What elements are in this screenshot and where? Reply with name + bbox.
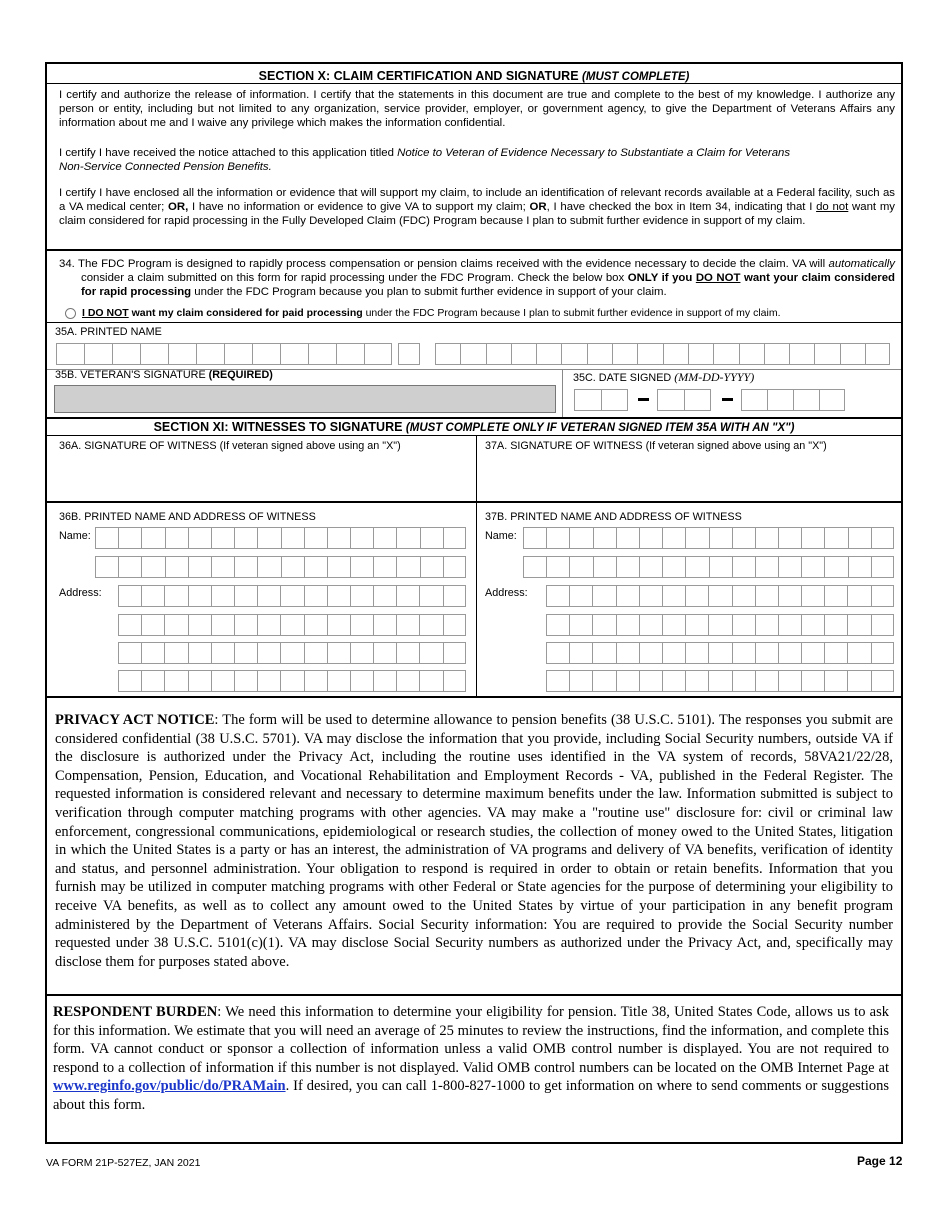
witness-1-name-boxes[interactable] [95,527,466,549]
veteran-signature-field[interactable] [54,385,556,413]
witness-2-name-boxes[interactable] [523,527,894,549]
witness-2-signature-label: 37A. SIGNATURE OF WITNESS (If veteran signed above using an "X") [485,440,827,452]
respondent-burden: RESPONDENT BURDEN: We need this information to determine your eligibility for pension. Title 38, United States Code, allows us to ask for this information. We estimate that you will need an average of 25 minutes to review the instructions, find the information, and complete this form. VA cannot conduct or sponsor a collection of information unless a valid OMB control number is displayed. You are not required to respond to a collection of information if this number is not displayed. Valid OMB control numbers can be located on the OMB Internet Page at www.reginfo.gov/public/do/PRAMain. If desired, you can call 1-800-827-1000 to get information on where to send comments or suggestions about this form. [53,1004,889,1113]
printed-name-boxes-mi[interactable] [398,343,420,365]
form-id: VA FORM 21P-527EZ, JAN 2021 [46,1157,201,1169]
divider [47,322,901,323]
certification-paragraph-1: I certify and authorize the release of information. I certify that the statements in this document are true and complete to the best of my knowledge. I authorize any person or entity, including but not limited to any organization, service provider, employer, or government agency, to give the Department of Veterans Affairs any information about me and I waive any privilege which makes the information confidential. [59,89,895,129]
divider [47,501,901,503]
witness-2-name-label: Name: [485,530,517,542]
witness-2-address-boxes[interactable] [546,642,894,664]
divider [476,435,477,697]
witness-2-address-boxes[interactable] [546,585,894,607]
page-number: Page 12 [857,1154,903,1168]
veteran-signature-label: 35B. VETERAN'S SIGNATURE (REQUIRED) [55,369,273,381]
certification-paragraph-3: I certify I have enclosed all the information or evidence that will support my claim, to include an identification of relevant records available at a Federal facility, such as a VA medical center; OR, I have no information or evidence to give VA to support my claim; OR, I have checked the box in Item 34, indicating that I do not want my claim considered for rapid processing in the Fully Developed Claim (FDC) Program because I plan to submit further evidence in support of my claim. [59,187,895,227]
divider [47,696,901,698]
fdc-opt-out-label: I DO NOT want my claim considered for paid processing under the FDC Program because I plan to submit further evidence in support of my claim. [82,307,781,319]
witness-1-name-address-label: 36B. PRINTED NAME AND ADDRESS OF WITNESS [59,511,316,523]
section-x-title: SECTION X: CLAIM CERTIFICATION AND SIGNATURE (MUST COMPLETE) [258,69,690,83]
witness-1-address-label: Address: [59,587,102,599]
divider [47,435,901,436]
date-dash [722,398,733,401]
date-dash [638,398,649,401]
fdc-opt-out-radio[interactable] [65,308,76,319]
item-34-text: 34. The FDC Program is designed to rapidly process compensation or pension claims received with the evidence necessary to decide the claim. VA will automatically consider a claim submitted on this form for rapid processing under the FDC Program. Check the below box ONLY if you DO NOT want your claim considered for rapid processing under the FDC Program because you plan to submit further evidence in support of your claim. [59,258,896,298]
privacy-act-notice: PRIVACY ACT NOTICE: The form will be used to determine allowance to pension benefits (38 U.S.C. 5101). The responses you submit are considered confidential (38 U.S.C. 5701). VA may disclose the information that you provide, including Social Security numbers, outside VA if the disclosure is authorized under the Privacy Act, including the routine uses identified in the VA system of records, 58VA21/22/28, Compensation, Pension, Education, and Vocational Rehabilitation and Employment Records - VA, published in the Federal Register. The requested information is considered relevant and necessary to determine maximum benefits under the law. Information submitted is subject to verification through computer matching programs with other agencies. VA may make a "routine use" disclosure for: civil or criminal law enforcement, congressional communications, epidemiological or research studies, the collection of money owed to the United States, litigation in which the United States is a party or has an interest, the administration of VA programs and delivery of VA benefits, verification of identity and status, and personnel administration. Your obligation to respond is required in order to obtain or retain benefits. Information that you furnish may be utilized in computer matching programs with other Federal or State agencies for the purpose of determining your eligibility to receive VA benefits, as well as to collect any amount owed to the United States by virtue of your participation in any benefit program administered by the Department of Veterans Affairs. Social Security information: You are required to provide the Social Security number requested under 38 U.S.C. 5101(c)(1). VA may disclose Social Security numbers as authorized under the Privacy Act, and, specifically may disclose them for purposes stated above. [55,712,893,970]
divider [47,249,901,251]
printed-name-boxes-last[interactable] [435,343,890,365]
witness-1-signature-label: 36A. SIGNATURE OF WITNESS (If veteran signed above using an "X") [59,440,401,452]
witness-2-address-boxes[interactable] [546,670,894,692]
divider [47,83,901,84]
date-day-boxes[interactable] [657,389,711,411]
witness-1-name-boxes[interactable] [95,556,466,578]
date-signed-label: 35C. DATE SIGNED (MM-DD-YYYY) [573,370,755,384]
witness-2-name-boxes[interactable] [523,556,894,578]
form-page [45,62,903,1144]
witness-1-address-boxes[interactable] [118,614,466,636]
printed-name-label: 35A. PRINTED NAME [55,326,162,338]
witness-1-address-boxes[interactable] [118,642,466,664]
date-month-boxes[interactable] [574,389,628,411]
section-xi-title: SECTION XI: WITNESSES TO SIGNATURE (MUST COMPLETE ONLY IF VETERAN SIGNED ITEM 35A WITH AN "X") [153,420,795,434]
witness-1-name-label: Name: [59,530,91,542]
divider [562,369,563,417]
witness-1-address-boxes[interactable] [118,670,466,692]
witness-2-address-boxes[interactable] [546,614,894,636]
witness-2-address-label: Address: [485,587,528,599]
printed-name-boxes-first[interactable] [56,343,392,365]
witness-1-address-boxes[interactable] [118,585,466,607]
divider [47,994,901,996]
witness-2-name-address-label: 37B. PRINTED NAME AND ADDRESS OF WITNESS [485,511,742,523]
date-year-boxes[interactable] [741,389,845,411]
certification-paragraph-2: I certify I have received the notice attached to this application titled Notice to Veteran of Evidence Necessary to Substantiate a Claim for Veterans Non-Service Connected Pension Benefits. [59,147,791,173]
pra-main-link[interactable]: www.reginfo.gov/public/do/PRAMain [53,1078,286,1095]
